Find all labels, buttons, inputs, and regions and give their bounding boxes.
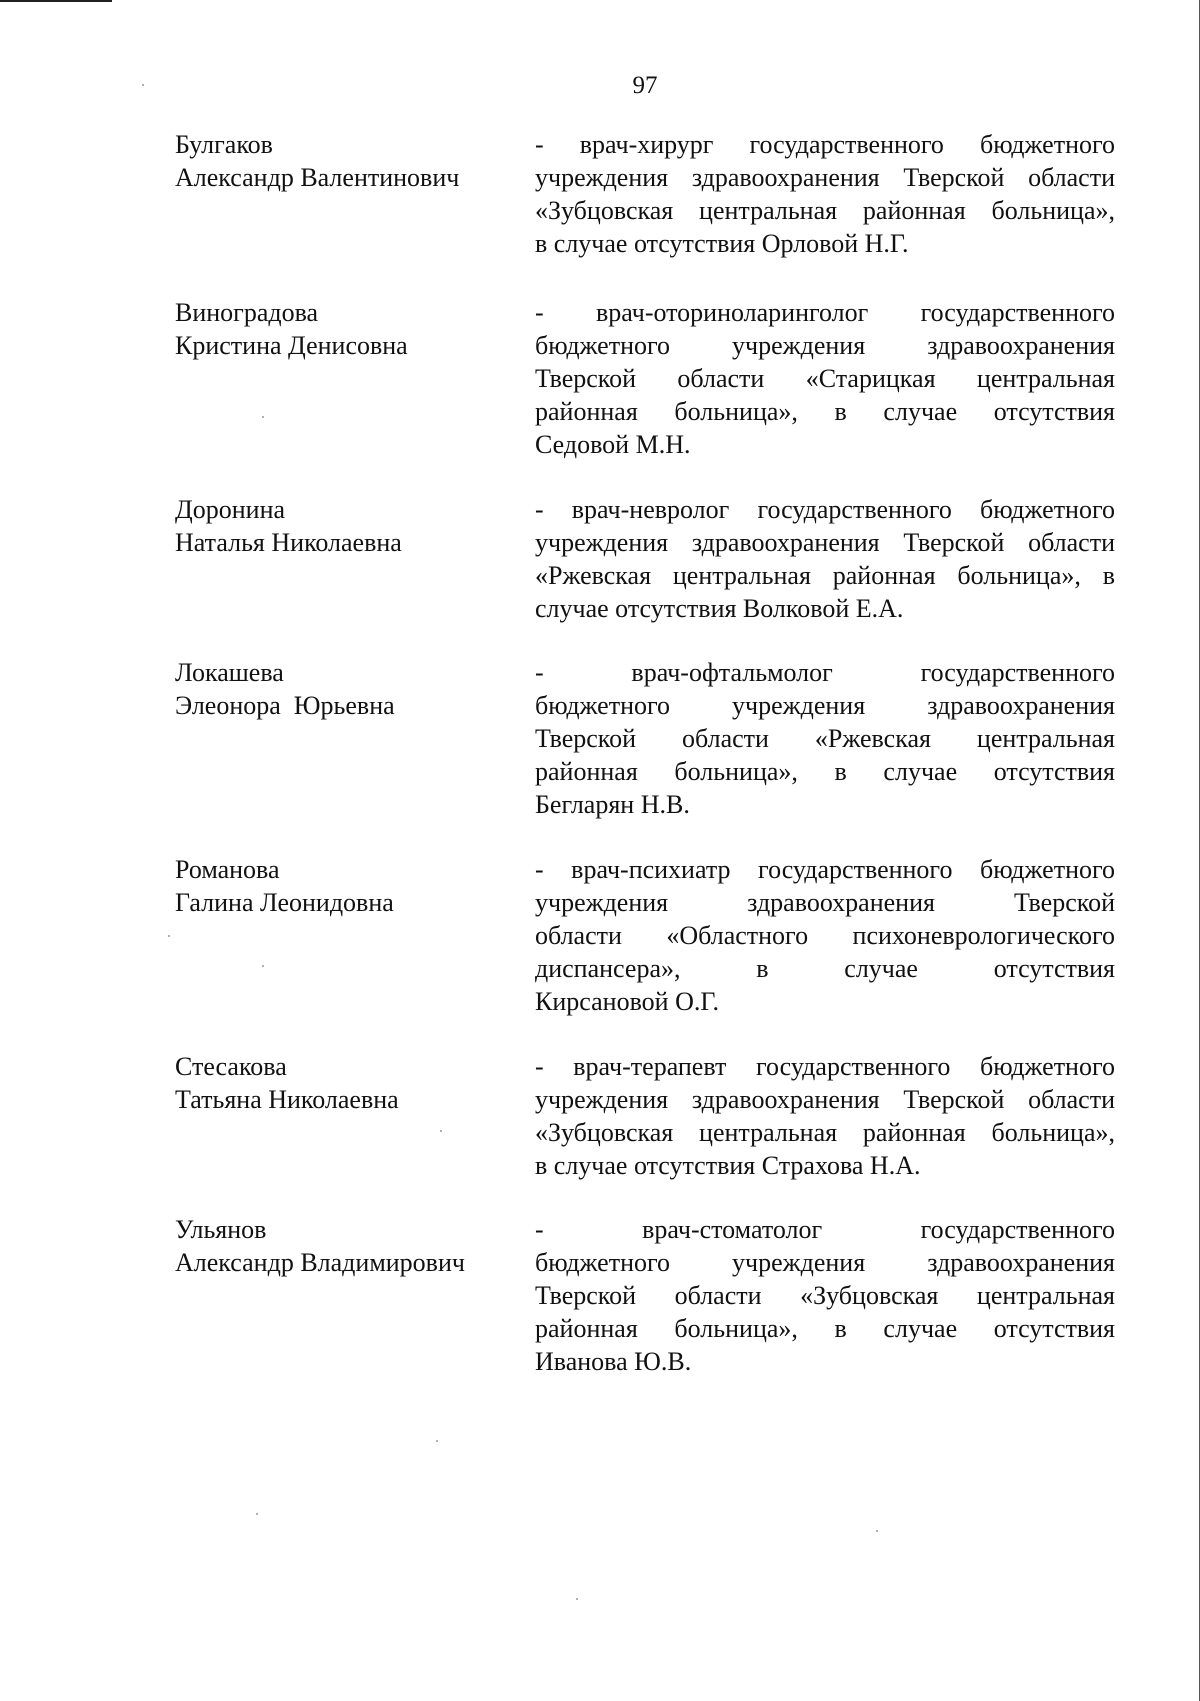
role-description [535,853,1115,1018]
role-description [535,296,1115,461]
person-given-names: Кристина Денисовна [175,331,408,360]
scan-edge-line [0,0,112,2]
role-line: учреждения здравоохранения Тверской области [535,528,1115,557]
role-description [535,1213,1115,1378]
role-line: Тверской области «Старицкая центральная [535,364,1115,393]
role-line: бюджетного учреждения здравоохранения [535,691,1115,720]
role-line: в случае отсутствия Страхова Н.А. [535,1151,921,1180]
scan-speck [256,1513,258,1515]
role-line: бюджетного учреждения здравоохранения [535,1248,1115,1277]
role-description [535,656,1115,821]
person-given-names: Наталья Николаевна [175,528,402,557]
person-name [175,296,535,362]
person-name [175,128,535,194]
role-line: бюджетного учреждения здравоохранения [535,331,1115,360]
role-line: диспансера», в случае отсутствия [535,954,1115,983]
person-given-names: Галина Леонидовна [175,888,394,917]
role-line: - врач-хирург государственного бюджетного [535,130,1115,159]
role-line: Седовой М.Н. [535,430,691,459]
role-line: учреждения здравоохранения Тверской [535,888,1115,917]
person-surname: Ульянов [175,1215,267,1244]
role-line: Иванова Ю.В. [535,1347,692,1376]
role-line: Бегларян Н.В. [535,790,690,819]
person-name [175,1213,535,1279]
person-surname: Стесакова [175,1052,287,1081]
role-line: учреждения здравоохранения Тверской области [535,1085,1115,1114]
person-surname: Локашева [175,658,284,687]
role-line: - врач-терапевт государственного бюджетного [535,1052,1115,1081]
role-description [535,493,1115,625]
person-name [175,493,535,559]
person-surname: Романова [175,855,280,884]
scan-speck [876,1530,878,1532]
scan-speck [576,1598,578,1600]
scan-speck [168,935,170,937]
person-name [175,1050,535,1116]
role-line: районная больница», в случае отсутствия [535,397,1115,426]
role-line: - врач-оториноларинголог государственного [535,298,1115,327]
person-surname: Булгаков [175,130,273,159]
person-given-names: Элеонора Юрьевна [175,691,395,720]
scan-speck [262,965,264,967]
scan-speck [440,1130,442,1132]
role-line: районная больница», в случае отсутствия [535,757,1115,786]
scan-speck [142,84,144,86]
role-line: «Зубцовская центральная районная больница», [535,196,1115,225]
role-description [535,1050,1115,1182]
role-line: - врач-психиатр государственного бюджетного [535,855,1115,884]
role-line: - врач-невролог государственного бюджетного [535,495,1115,524]
role-line: «Ржевская центральная районная больница», в [535,561,1115,590]
role-line: Тверской области «Зубцовская центральная [535,1281,1115,1310]
scan-speck [436,1440,438,1442]
role-line: случае отсутствия Волковой Е.А. [535,594,904,623]
scan-speck [262,416,264,418]
page-number: 97 [632,72,658,99]
role-description [535,128,1115,260]
person-name [175,853,535,919]
person-given-names: Александр Владимирович [175,1248,465,1277]
role-line: районная больница», в случае отсутствия [535,1314,1115,1343]
role-line: Тверской области «Ржевская центральная [535,724,1115,753]
person-surname: Доронина [175,495,286,524]
role-line: - врач-офтальмолог государственного [535,658,1115,687]
role-line: в случае отсутствия Орловой Н.Г. [535,229,909,258]
role-line: учреждения здравоохранения Тверской области [535,163,1115,192]
role-line: Кирсановой О.Г. [535,987,719,1016]
role-line: - врач-стоматолог государственного [535,1215,1115,1244]
role-line: области «Областного психоневрологического [535,921,1115,950]
role-line: «Зубцовская центральная районная больница», [535,1118,1115,1147]
person-name [175,656,535,722]
person-given-names: Александр Валентинович [175,163,460,192]
person-given-names: Татьяна Николаевна [175,1085,399,1114]
person-surname: Виноградова [175,298,319,327]
